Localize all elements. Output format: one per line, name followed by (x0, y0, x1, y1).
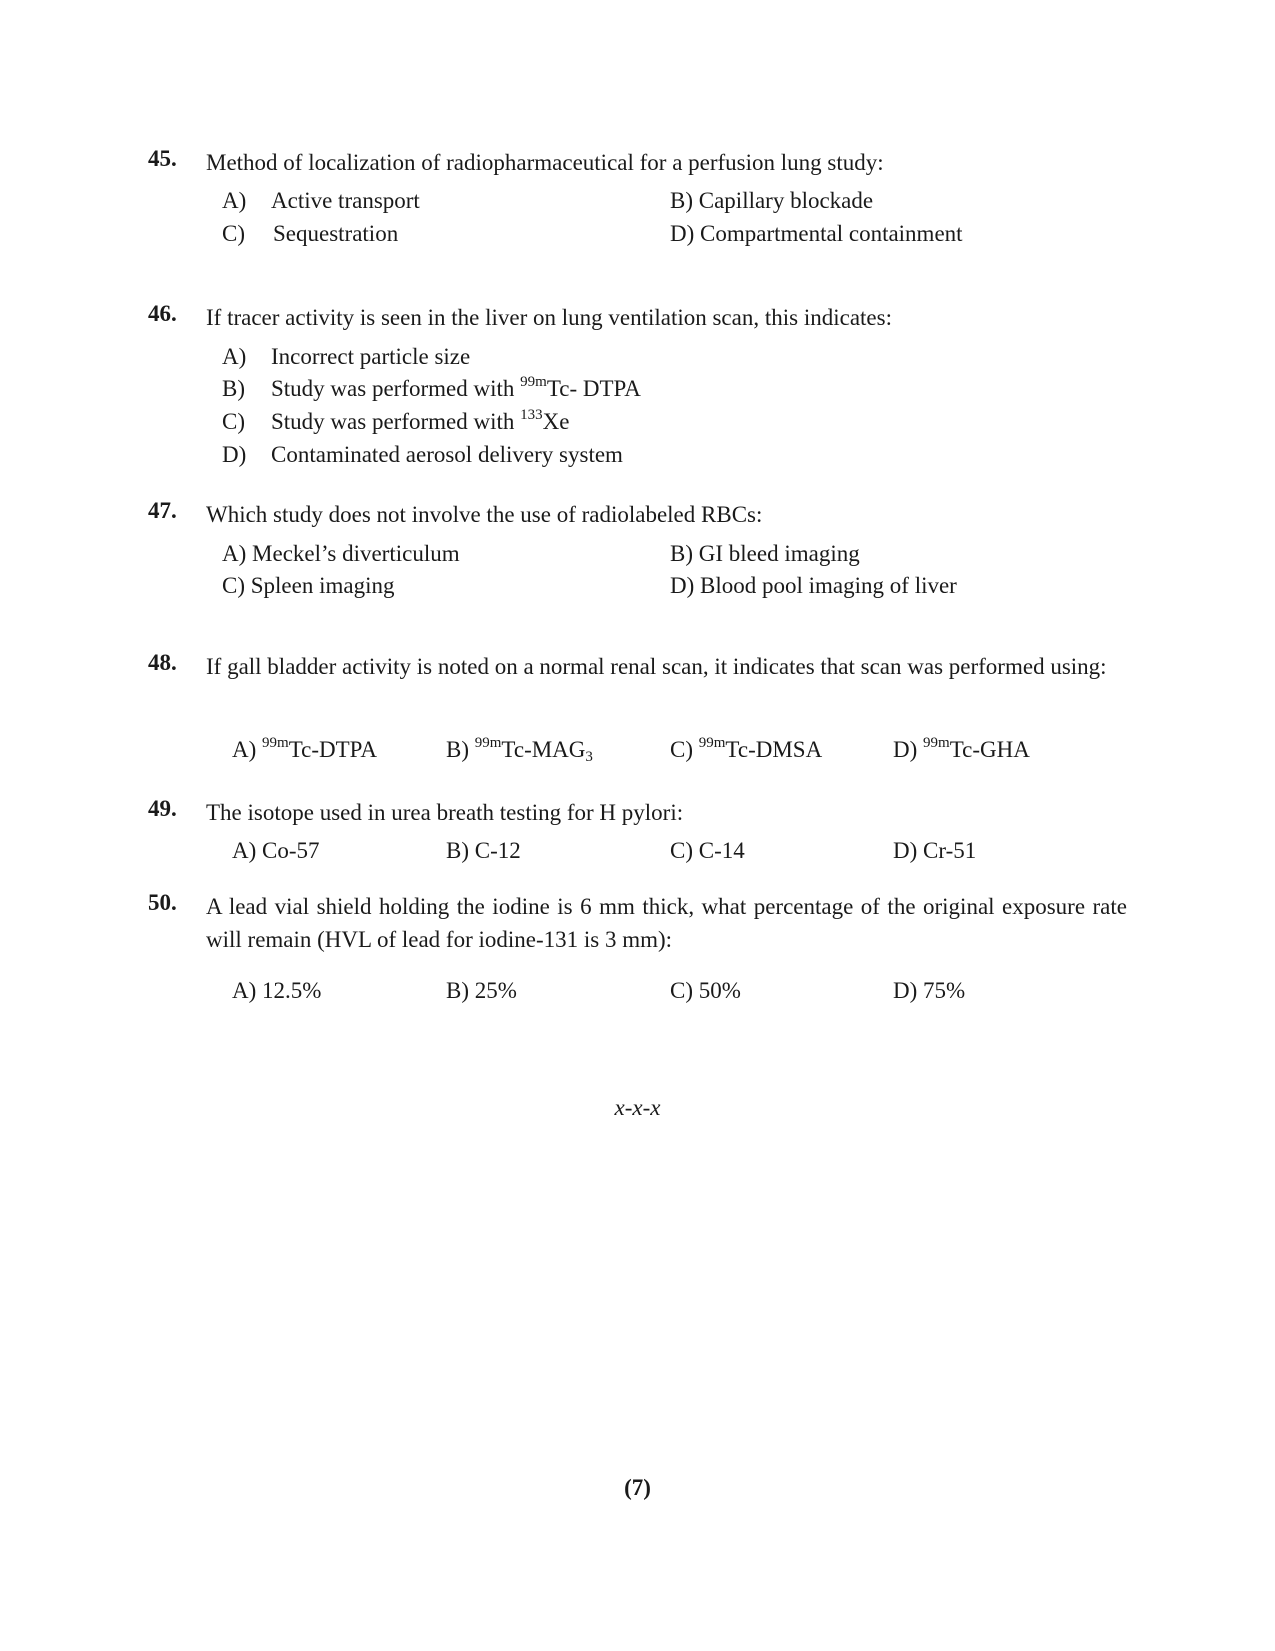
option-text: C-14 (698, 838, 745, 863)
option-text: Contaminated aerosol delivery system (271, 442, 623, 467)
question-number: 49. (148, 796, 177, 821)
option-text: Compartmental containment (700, 221, 963, 246)
option-label: B) (446, 737, 469, 762)
option-label: D) (670, 221, 695, 246)
option-label: A) (232, 978, 257, 1003)
answer-option (670, 573, 957, 599)
question-number: 48. (148, 650, 177, 675)
option-text: Tc- DTPA (546, 376, 641, 401)
answer-option (893, 737, 1030, 763)
option-label: C) (222, 221, 245, 246)
option-text: Blood pool imaging of liver (700, 573, 957, 598)
question-number: 46. (148, 301, 177, 326)
answer-option (222, 344, 470, 370)
page-number: (7) (624, 1475, 651, 1500)
answer-option (222, 541, 460, 567)
option-label: C) (670, 838, 693, 863)
option-label: C) (670, 737, 693, 762)
answer-option (232, 838, 320, 864)
isotope-mass-number: 99m (698, 735, 726, 751)
option-label: A) (222, 344, 247, 369)
answer-option (670, 221, 963, 247)
isotope-mass-number: 99m (474, 735, 502, 751)
answer-option (670, 737, 822, 763)
option-text: Meckel’s diverticulum (252, 541, 460, 566)
question-stem: Method of localization of radiopharmaceutical for a perfusion lung study: (206, 150, 884, 175)
option-text: Xe (542, 409, 570, 434)
option-text: GI bleed imaging (698, 541, 860, 566)
option-text: Tc-MAG (501, 737, 586, 762)
end-mark: x-x-x (614, 1095, 661, 1120)
option-label: B) (670, 188, 693, 213)
answer-option (222, 188, 420, 214)
option-label: B) (446, 978, 469, 1003)
answer-option (232, 737, 377, 763)
option-label: C) (670, 978, 693, 1003)
option-text: 50% (698, 978, 741, 1003)
question-stem: The isotope used in urea breath testing for H pylori: (206, 800, 684, 825)
option-text: Sequestration (273, 221, 399, 246)
option-label: D) (893, 978, 918, 1003)
option-text: Active transport (271, 188, 420, 213)
answer-option (670, 978, 741, 1004)
question-number: 50. (148, 890, 177, 915)
isotope-mass-number: 99m (520, 374, 547, 390)
option-label: D) (893, 838, 918, 863)
option-label: A) (222, 541, 247, 566)
option-text: Tc-DMSA (725, 737, 823, 762)
option-label: B) (670, 541, 693, 566)
option-label: A) (222, 188, 247, 213)
answer-option (446, 838, 521, 864)
answer-option (893, 838, 976, 864)
option-text: Spleen imaging (250, 573, 395, 598)
isotope-mass-number: 99m (923, 735, 950, 751)
option-text: Study was performed with (271, 409, 521, 434)
option-text: 12.5% (262, 978, 322, 1003)
option-label: A) (232, 737, 257, 762)
answer-option (222, 409, 569, 435)
answer-option (670, 838, 745, 864)
option-label: D) (893, 737, 918, 762)
isotope-mass-number: 133 (520, 407, 543, 423)
option-text: Tc-GHA (949, 737, 1030, 762)
answer-option (670, 541, 860, 567)
option-text: 25% (474, 978, 517, 1003)
option-text: Co-57 (262, 838, 320, 863)
option-text: Incorrect particle size (271, 344, 471, 369)
option-text: Capillary blockade (698, 188, 874, 213)
option-text: 75% (923, 978, 966, 1003)
answer-option (670, 188, 873, 214)
isotope-mass-number: 99m (262, 735, 289, 751)
option-label: C) (222, 573, 245, 598)
subscript: 3 (585, 749, 593, 765)
option-text: Study was performed with (271, 376, 521, 401)
answer-option (446, 737, 593, 763)
option-label: A) (232, 838, 257, 863)
answer-option (232, 978, 321, 1004)
answer-option (222, 221, 398, 247)
question-stem: If tracer activity is seen in the liver on lung ventilation scan, this indicates: (206, 305, 892, 330)
option-label: B) (446, 838, 469, 863)
option-label: D) (222, 442, 247, 467)
answer-option (222, 376, 641, 402)
option-label: B) (222, 376, 245, 401)
option-text: Tc-DTPA (288, 737, 377, 762)
answer-option (222, 573, 394, 599)
answer-option (222, 442, 623, 468)
question-stem: If gall bladder activity is noted on a normal renal scan, it indicates that scan was performed using: (206, 654, 1107, 679)
answer-option (446, 978, 517, 1004)
option-label: C) (222, 409, 245, 434)
option-text: Cr-51 (923, 838, 977, 863)
question-number: 45. (148, 146, 177, 171)
question-stem: Which study does not involve the use of radiolabeled RBCs: (206, 502, 763, 527)
question-stem: A lead vial shield holding the iodine is 6 mm thick, what percentage of the original exposure rate will remain (HVL of lead for iodine-131 is 3 mm): (206, 894, 1127, 952)
option-text: C-12 (474, 838, 521, 863)
question-number: 47. (148, 498, 177, 523)
answer-option (893, 978, 965, 1004)
option-label: D) (670, 573, 695, 598)
